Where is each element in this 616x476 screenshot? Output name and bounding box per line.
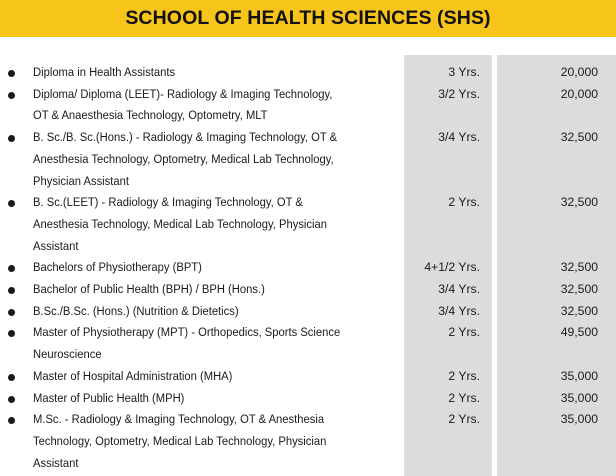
course-fee: 20,000 bbox=[560, 86, 598, 101]
course-duration: 3 Yrs. bbox=[448, 65, 480, 79]
bullet-icon bbox=[8, 396, 15, 403]
course-row bbox=[0, 84, 616, 127]
course-duration: 4+1/2 Yrs. bbox=[424, 260, 480, 275]
course-row bbox=[0, 322, 616, 365]
course-fee: 20,000 bbox=[560, 65, 598, 79]
bullet-icon bbox=[8, 309, 15, 316]
course-duration: 2 Yrs. bbox=[448, 195, 480, 210]
course-name: B. Sc./B. Sc.(Hons.) - Radiology & Imaging Technology, OT & Anesthesia Technology, Optometry, Medical Lab Technology, Physician Assistant bbox=[33, 130, 338, 188]
bullet-icon bbox=[8, 374, 15, 381]
course-list bbox=[0, 62, 616, 474]
course-name: Diploma/ Diploma (LEET)- Radiology & Imaging Technology, OT & Anaesthesia Technology, Optometry, MLT bbox=[33, 86, 333, 123]
bullet-icon bbox=[8, 287, 15, 294]
course-duration: 2 Yrs. bbox=[448, 368, 480, 383]
course-name: Master of Hospital Administration (MHA) bbox=[33, 368, 233, 383]
course-duration: 3/4 Yrs. bbox=[438, 282, 480, 297]
bullet-icon bbox=[8, 92, 15, 99]
course-name: B. Sc.(LEET) - Radiology & Imaging Technology, OT & Anesthesia Technology, Medical Lab Technology, Physician Assistant bbox=[33, 195, 327, 253]
bullet-icon bbox=[8, 135, 15, 142]
course-name: Master of Physiotherapy (MPT) - Orthopedics, Sports Science Neuroscience bbox=[33, 325, 341, 362]
course-duration: 3/2 Yrs. bbox=[438, 86, 480, 101]
course-row bbox=[0, 301, 616, 323]
bullet-icon bbox=[8, 265, 15, 272]
course-fee: 32,500 bbox=[560, 260, 598, 275]
bullet-icon bbox=[8, 70, 15, 77]
course-fee: 35,000 bbox=[560, 368, 598, 383]
course-name: Bachelors of Physiotherapy (BPT) bbox=[33, 260, 202, 275]
course-row bbox=[0, 192, 616, 257]
course-name: M.Sc. - Radiology & Imaging Technology, OT & Anesthesia Technology, Optometry, Medical Lab Technology, Physician Assistant bbox=[33, 412, 327, 470]
course-duration: 2 Yrs. bbox=[448, 325, 480, 340]
course-row bbox=[0, 62, 616, 84]
course-fee: 32,500 bbox=[560, 303, 598, 318]
page-title: SCHOOL OF HEALTH SCIENCES (SHS) bbox=[125, 7, 491, 29]
course-name: Diploma in Health Assistants bbox=[33, 65, 176, 79]
course-fee: 32,500 bbox=[560, 195, 598, 210]
course-fee: 35,000 bbox=[560, 412, 598, 427]
course-row bbox=[0, 127, 616, 192]
course-row bbox=[0, 388, 616, 410]
course-row bbox=[0, 409, 616, 474]
course-fee: 32,500 bbox=[560, 130, 598, 145]
course-row bbox=[0, 366, 616, 388]
course-row bbox=[0, 257, 616, 279]
bullet-icon bbox=[8, 417, 15, 424]
header-banner bbox=[0, 0, 616, 37]
course-name: B.Sc./B.Sc. (Hons.) (Nutrition & Dietetics) bbox=[33, 303, 239, 318]
course-name: Master of Public Health (MPH) bbox=[33, 390, 185, 405]
course-fee: 32,500 bbox=[560, 282, 598, 297]
course-name: Bachelor of Public Health (BPH) / BPH (Hons.) bbox=[33, 282, 265, 297]
course-duration: 2 Yrs. bbox=[448, 390, 480, 405]
course-duration: 3/4 Yrs. bbox=[438, 130, 480, 145]
bullet-icon bbox=[8, 200, 15, 207]
course-row bbox=[0, 279, 616, 301]
course-fee: 49,500 bbox=[560, 325, 598, 340]
bullet-icon bbox=[8, 330, 15, 337]
course-duration: 3/4 Yrs. bbox=[438, 303, 480, 318]
course-fee: 35,000 bbox=[560, 390, 598, 405]
course-duration: 2 Yrs. bbox=[448, 412, 480, 427]
